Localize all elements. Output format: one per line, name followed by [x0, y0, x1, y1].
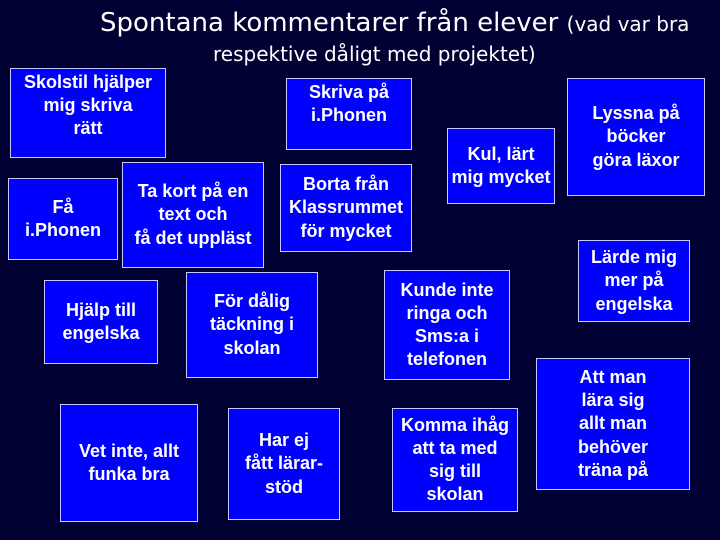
comment-text: Komma ihåg att ta med sig till skolan — [400, 414, 510, 505]
comment-card-skolstil — [10, 68, 166, 158]
comment-card-att-man-lara — [536, 358, 690, 490]
comment-text: Hjälp till engelska — [62, 299, 140, 343]
slide-title-line-1 — [100, 8, 689, 38]
comment-text: Att man lära sig allt man behöver träna på — [577, 367, 649, 480]
comment-text: Skriva på i.Phonen — [308, 82, 390, 126]
comment-text: Skolstil hjälper mig skriva rätt — [23, 72, 153, 139]
comment-card-vet-inte — [60, 404, 198, 522]
comment-card-lyssna-bocker — [567, 78, 705, 196]
comment-text: För dålig täckning i skolan — [209, 291, 294, 358]
comment-card-komma-ihag — [392, 408, 518, 512]
comment-card-for-dalig-tackning — [186, 272, 318, 378]
comment-text: Lyssna på böcker göra läxor — [592, 103, 680, 170]
slide-title-line-2: respektive dåligt med projektet) — [213, 42, 536, 66]
comment-card-kul-lart — [447, 128, 555, 204]
comment-text: Ta kort på en text och få det uppläst — [134, 181, 252, 248]
slide-title: Spontana kommentarer från elever — [100, 8, 567, 38]
comment-card-larde-mig — [578, 240, 690, 322]
comment-text: Vet inte, allt funka bra — [78, 440, 180, 484]
comment-card-hjalp-engelska — [44, 280, 158, 364]
comment-card-har-ej-lararstod — [228, 408, 340, 520]
comment-text: Kunde inte ringa och Sms:a i telefonen — [400, 279, 494, 370]
comment-text: Lärde mig mer på engelska — [590, 247, 678, 314]
slide-title-parenthetical: (vad var bra — [566, 12, 690, 36]
comment-card-borta-fran — [280, 164, 412, 252]
comment-card-ta-kort — [122, 162, 264, 268]
comment-card-skriva-iphonen — [286, 78, 412, 150]
comment-card-fa-iphonen — [8, 178, 118, 260]
comment-text: Få i.Phonen — [25, 196, 101, 240]
comment-text: Har ej fått lärar- stöd — [244, 430, 324, 497]
comment-text: Kul, lärt mig mycket — [451, 143, 551, 187]
comment-card-kunde-inte-ringa — [384, 270, 510, 380]
comment-text: Borta från Klassrummet för mycket — [288, 174, 404, 241]
